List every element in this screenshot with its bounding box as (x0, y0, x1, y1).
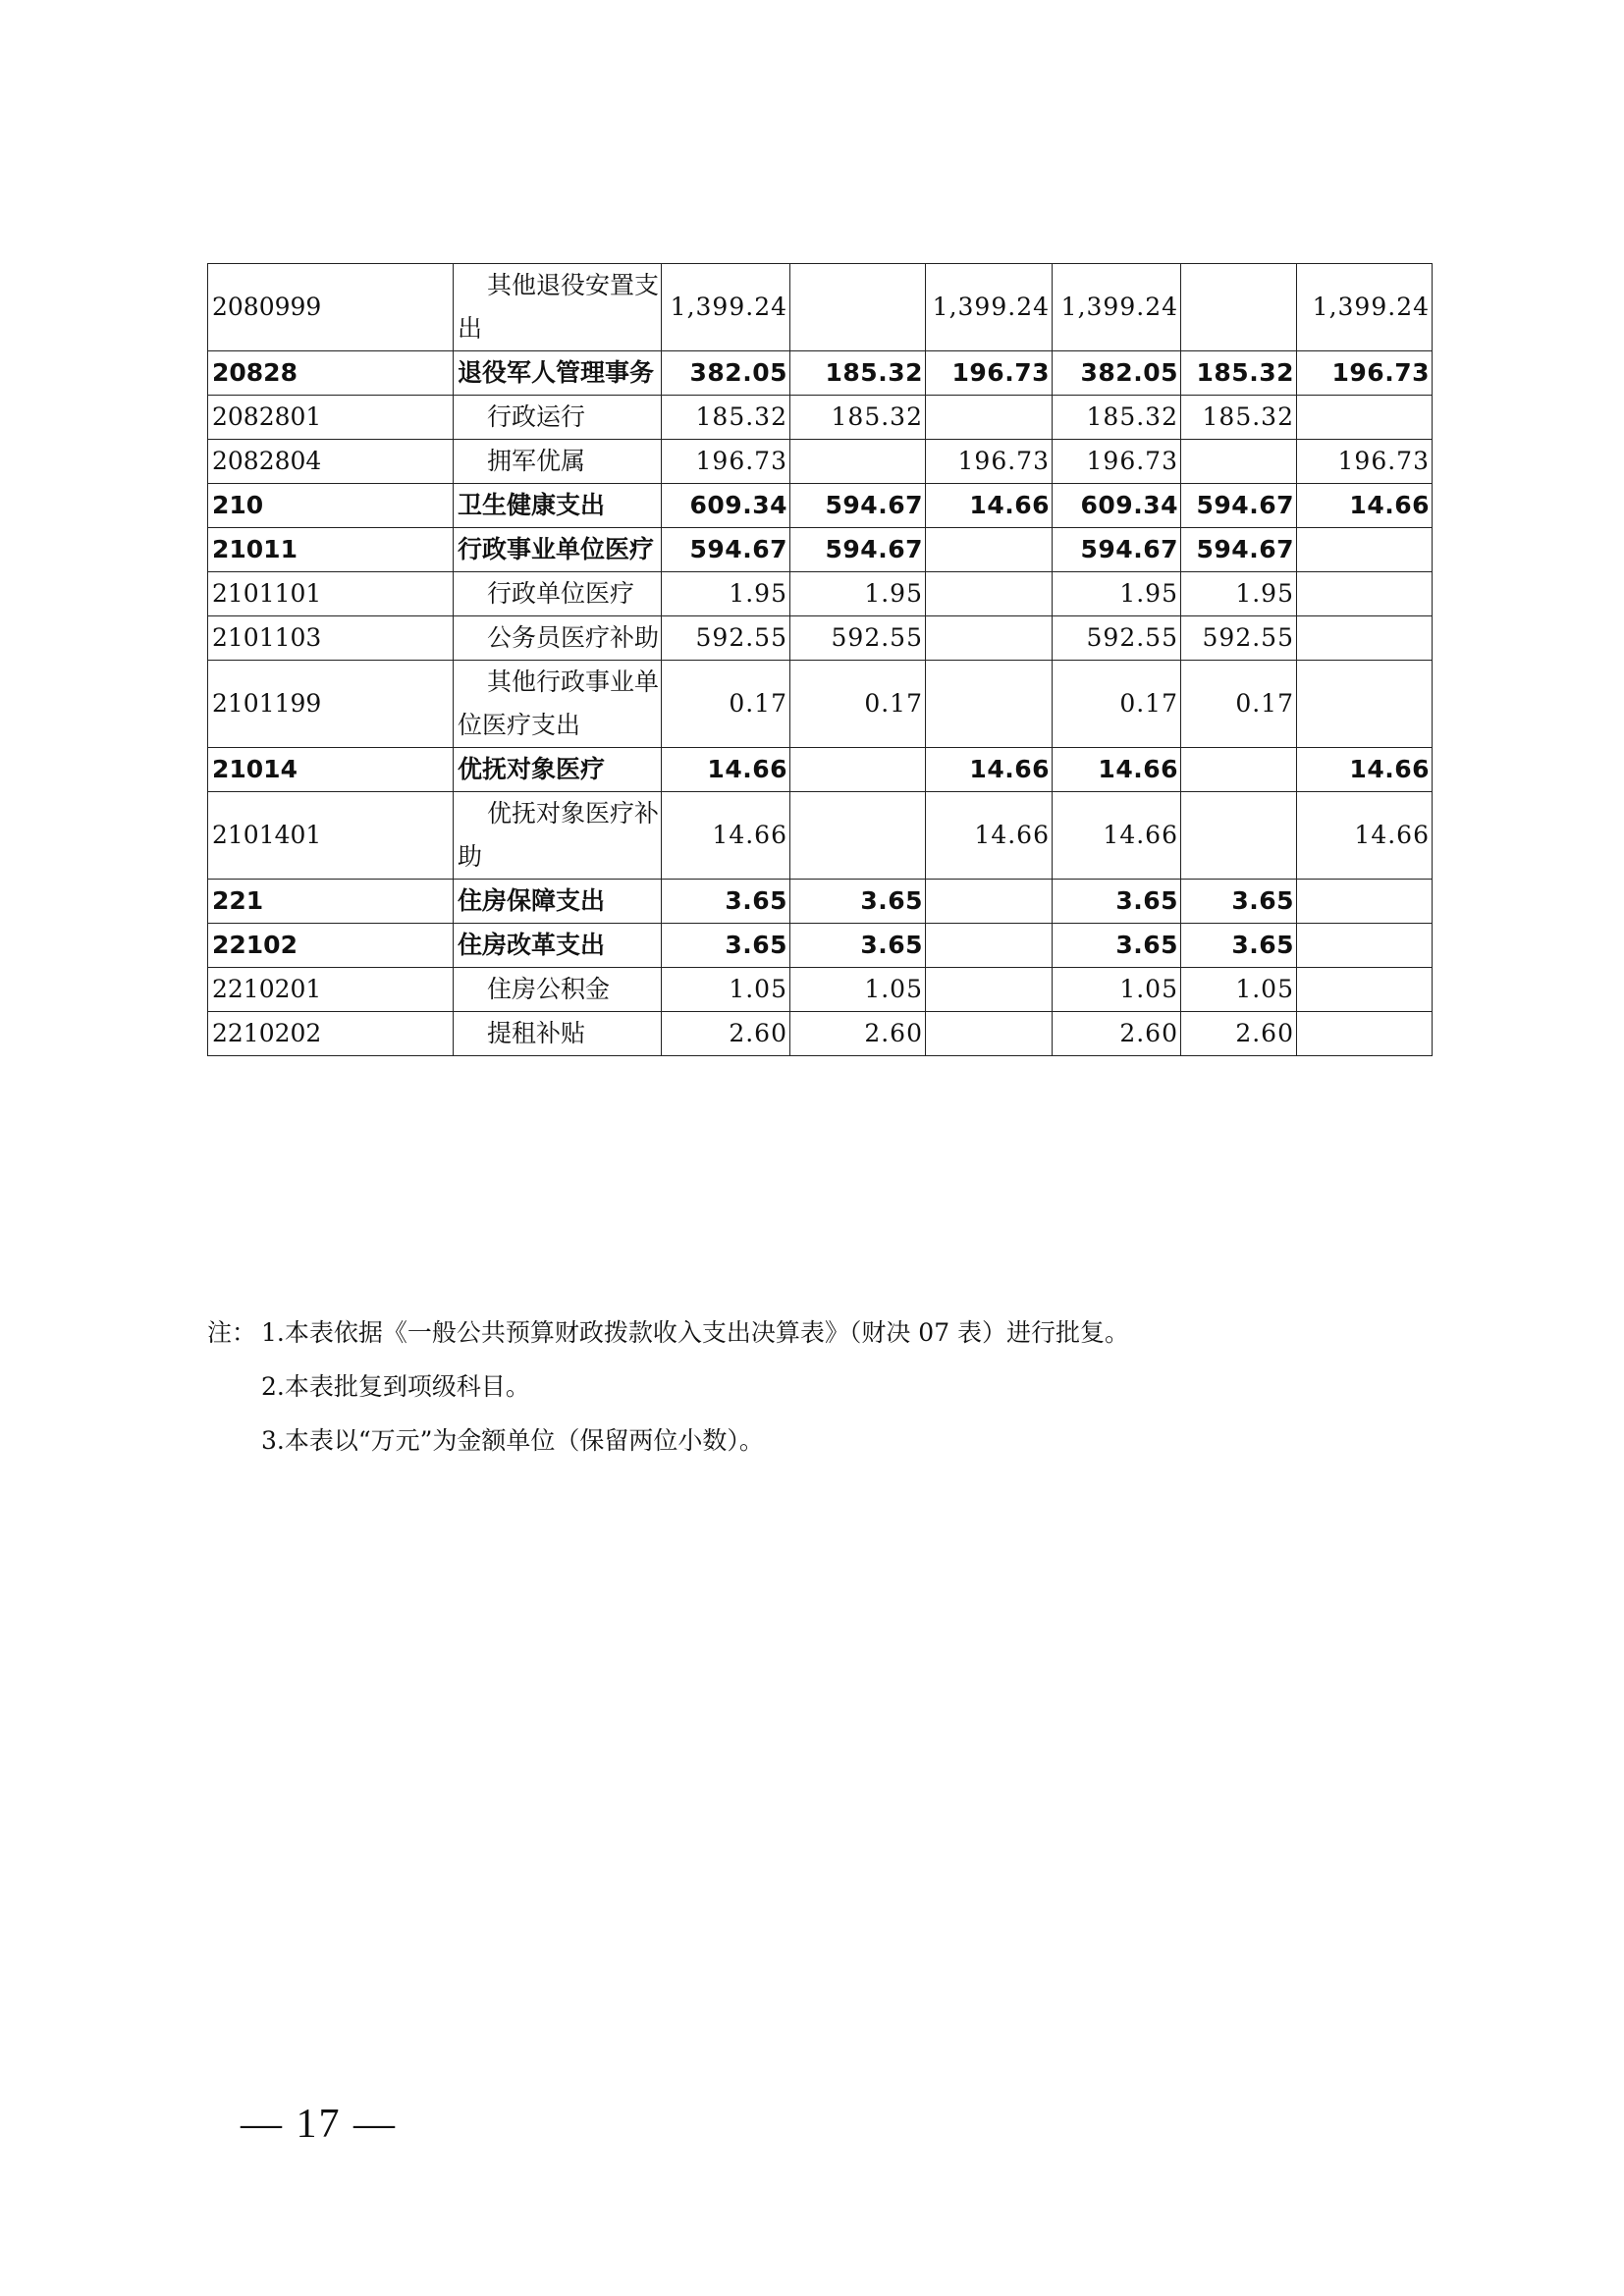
table-row (208, 528, 1433, 572)
amount-cell (926, 616, 1053, 661)
table-notes (207, 1306, 1484, 1468)
account-name-cell (454, 1012, 662, 1056)
account-name-text: 行政事业单位医疗 (458, 535, 655, 563)
amount-cell (926, 924, 1053, 968)
account-name-cell (454, 616, 662, 661)
amount-cell (1181, 264, 1297, 351)
account-code-cell: 2080999 (208, 264, 454, 351)
amount-cell: 3.65 (1181, 880, 1297, 924)
account-name-text: 其他退役安置支出 (458, 271, 660, 343)
amount-cell: 592.55 (1181, 616, 1297, 661)
table-row (208, 748, 1433, 792)
account-name-text: 退役军人管理事务 (458, 358, 655, 387)
account-name-cell (454, 924, 662, 968)
amount-cell: 1.95 (1181, 572, 1297, 616)
table-row (208, 484, 1433, 528)
amount-cell: 14.66 (1297, 748, 1433, 792)
account-name-text: 行政运行 (487, 402, 586, 431)
amount-cell: 196.73 (926, 440, 1053, 484)
account-name-cell (454, 880, 662, 924)
account-code-cell: 221 (208, 880, 454, 924)
table-row (208, 440, 1433, 484)
amount-cell: 14.66 (662, 748, 790, 792)
account-name-cell (454, 792, 662, 880)
amount-cell: 185.32 (790, 351, 926, 396)
amount-cell (926, 880, 1053, 924)
account-code-cell: 21014 (208, 748, 454, 792)
account-code-cell: 210 (208, 484, 454, 528)
account-name-text: 优抚对象医疗补助 (458, 799, 660, 871)
amount-cell: 594.67 (1053, 528, 1181, 572)
amount-cell (1297, 572, 1433, 616)
amount-cell: 185.32 (1181, 351, 1297, 396)
amount-cell: 185.32 (1181, 396, 1297, 440)
account-name-cell (454, 572, 662, 616)
account-code-cell: 22102 (208, 924, 454, 968)
amount-cell: 14.66 (1297, 484, 1433, 528)
amount-cell (1297, 880, 1433, 924)
amount-cell: 196.73 (1297, 351, 1433, 396)
amount-cell: 14.66 (926, 748, 1053, 792)
amount-cell: 594.67 (1181, 484, 1297, 528)
note-text-2: 2.本表批复到项级科目。 (261, 1372, 530, 1401)
table-row (208, 661, 1433, 748)
amount-cell (1297, 661, 1433, 748)
amount-cell (1181, 792, 1297, 880)
account-name-text: 优抚对象医疗 (458, 755, 606, 783)
amount-cell: 3.65 (1053, 924, 1181, 968)
table-row (208, 968, 1433, 1012)
amount-cell: 14.66 (926, 792, 1053, 880)
amount-cell: 14.66 (1053, 792, 1181, 880)
account-name-text: 住房公积金 (487, 975, 611, 1003)
account-code-cell: 21011 (208, 528, 454, 572)
note-line-3 (207, 1414, 1484, 1468)
note-line-2 (207, 1360, 1484, 1414)
amount-cell: 592.55 (1053, 616, 1181, 661)
note-line-1 (207, 1306, 1484, 1360)
amount-cell (1297, 1012, 1433, 1056)
account-code-cell: 2210202 (208, 1012, 454, 1056)
table-row (208, 792, 1433, 880)
amount-cell: 14.66 (1053, 748, 1181, 792)
amount-cell: 0.17 (1181, 661, 1297, 748)
amount-cell: 1.95 (1053, 572, 1181, 616)
account-name-text: 拥军优属 (487, 447, 586, 475)
account-name-cell (454, 661, 662, 748)
amount-cell: 14.66 (662, 792, 790, 880)
amount-cell (926, 661, 1053, 748)
amount-cell: 14.66 (926, 484, 1053, 528)
amount-cell: 3.65 (662, 880, 790, 924)
amount-cell: 0.17 (1053, 661, 1181, 748)
account-name-text: 行政单位医疗 (487, 579, 635, 608)
amount-cell (926, 528, 1053, 572)
account-name-cell (454, 264, 662, 351)
amount-cell: 592.55 (662, 616, 790, 661)
table-row (208, 924, 1433, 968)
amount-cell (790, 440, 926, 484)
table-body (208, 264, 1433, 1056)
amount-cell (1297, 616, 1433, 661)
amount-cell: 609.34 (662, 484, 790, 528)
amount-cell (926, 1012, 1053, 1056)
account-code-cell: 2101101 (208, 572, 454, 616)
account-code-cell: 20828 (208, 351, 454, 396)
table-row (208, 264, 1433, 351)
budget-table (207, 263, 1433, 1056)
table-row (208, 880, 1433, 924)
account-name-cell (454, 748, 662, 792)
account-code-cell: 2101199 (208, 661, 454, 748)
amount-cell (790, 264, 926, 351)
amount-cell: 2.60 (1181, 1012, 1297, 1056)
amount-cell: 382.05 (1053, 351, 1181, 396)
amount-cell: 594.67 (1181, 528, 1297, 572)
amount-cell: 185.32 (790, 396, 926, 440)
amount-cell: 2.60 (662, 1012, 790, 1056)
amount-cell (1181, 748, 1297, 792)
amount-cell: 1,399.24 (926, 264, 1053, 351)
table-row (208, 351, 1433, 396)
account-name-text: 住房保障支出 (458, 886, 606, 915)
amount-cell: 3.65 (662, 924, 790, 968)
amount-cell: 594.67 (662, 528, 790, 572)
amount-cell: 382.05 (662, 351, 790, 396)
account-name-text: 住房改革支出 (458, 931, 606, 959)
table-row (208, 396, 1433, 440)
amount-cell: 3.65 (790, 924, 926, 968)
amount-cell: 3.65 (1053, 880, 1181, 924)
amount-cell (790, 792, 926, 880)
account-code-cell: 2210201 (208, 968, 454, 1012)
amount-cell (1297, 968, 1433, 1012)
amount-cell: 594.67 (790, 484, 926, 528)
amount-cell (1181, 440, 1297, 484)
page-number: — 17 — (241, 2102, 397, 2147)
amount-cell: 3.65 (790, 880, 926, 924)
amount-cell: 2.60 (790, 1012, 926, 1056)
note-text-1: 1.本表依据《一般公共预算财政拨款收入支出决算表》（财决 07 表）进行批复。 (261, 1318, 1130, 1347)
amount-cell: 1.05 (1181, 968, 1297, 1012)
account-name-cell (454, 484, 662, 528)
amount-cell: 1,399.24 (662, 264, 790, 351)
table-row (208, 1012, 1433, 1056)
table-row (208, 616, 1433, 661)
account-name-cell (454, 968, 662, 1012)
amount-cell: 196.73 (1297, 440, 1433, 484)
amount-cell: 1,399.24 (1053, 264, 1181, 351)
account-name-text: 卫生健康支出 (458, 491, 606, 519)
amount-cell: 196.73 (926, 351, 1053, 396)
amount-cell: 1.05 (790, 968, 926, 1012)
amount-cell: 196.73 (662, 440, 790, 484)
note-text-3: 3.本表以“万元”为金额单位（保留两位小数）。 (261, 1426, 764, 1455)
account-name-cell (454, 351, 662, 396)
amount-cell (790, 748, 926, 792)
account-name-text: 提租补贴 (487, 1019, 586, 1047)
amount-cell: 1,399.24 (1297, 264, 1433, 351)
amount-cell: 196.73 (1053, 440, 1181, 484)
amount-cell: 594.67 (790, 528, 926, 572)
account-code-cell: 2101401 (208, 792, 454, 880)
amount-cell: 0.17 (662, 661, 790, 748)
account-code-cell: 2082804 (208, 440, 454, 484)
amount-cell: 0.17 (790, 661, 926, 748)
amount-cell: 1.95 (790, 572, 926, 616)
account-name-cell (454, 528, 662, 572)
account-code-cell: 2082801 (208, 396, 454, 440)
account-name-cell (454, 440, 662, 484)
amount-cell: 592.55 (790, 616, 926, 661)
amount-cell: 185.32 (1053, 396, 1181, 440)
amount-cell: 2.60 (1053, 1012, 1181, 1056)
amount-cell: 609.34 (1053, 484, 1181, 528)
account-name-text: 公务员医疗补助 (487, 623, 660, 652)
amount-cell: 1.05 (1053, 968, 1181, 1012)
amount-cell: 1.95 (662, 572, 790, 616)
amount-cell (926, 396, 1053, 440)
amount-cell (926, 572, 1053, 616)
amount-cell: 14.66 (1297, 792, 1433, 880)
amount-cell: 3.65 (1181, 924, 1297, 968)
amount-cell (1297, 396, 1433, 440)
amount-cell (1297, 924, 1433, 968)
account-name-text: 其他行政事业单位医疗支出 (458, 667, 660, 739)
account-code-cell: 2101103 (208, 616, 454, 661)
table-row (208, 572, 1433, 616)
account-name-cell (454, 396, 662, 440)
note-prefix: 注： (207, 1318, 257, 1347)
amount-cell (926, 968, 1053, 1012)
amount-cell: 185.32 (662, 396, 790, 440)
amount-cell: 1.05 (662, 968, 790, 1012)
amount-cell (1297, 528, 1433, 572)
